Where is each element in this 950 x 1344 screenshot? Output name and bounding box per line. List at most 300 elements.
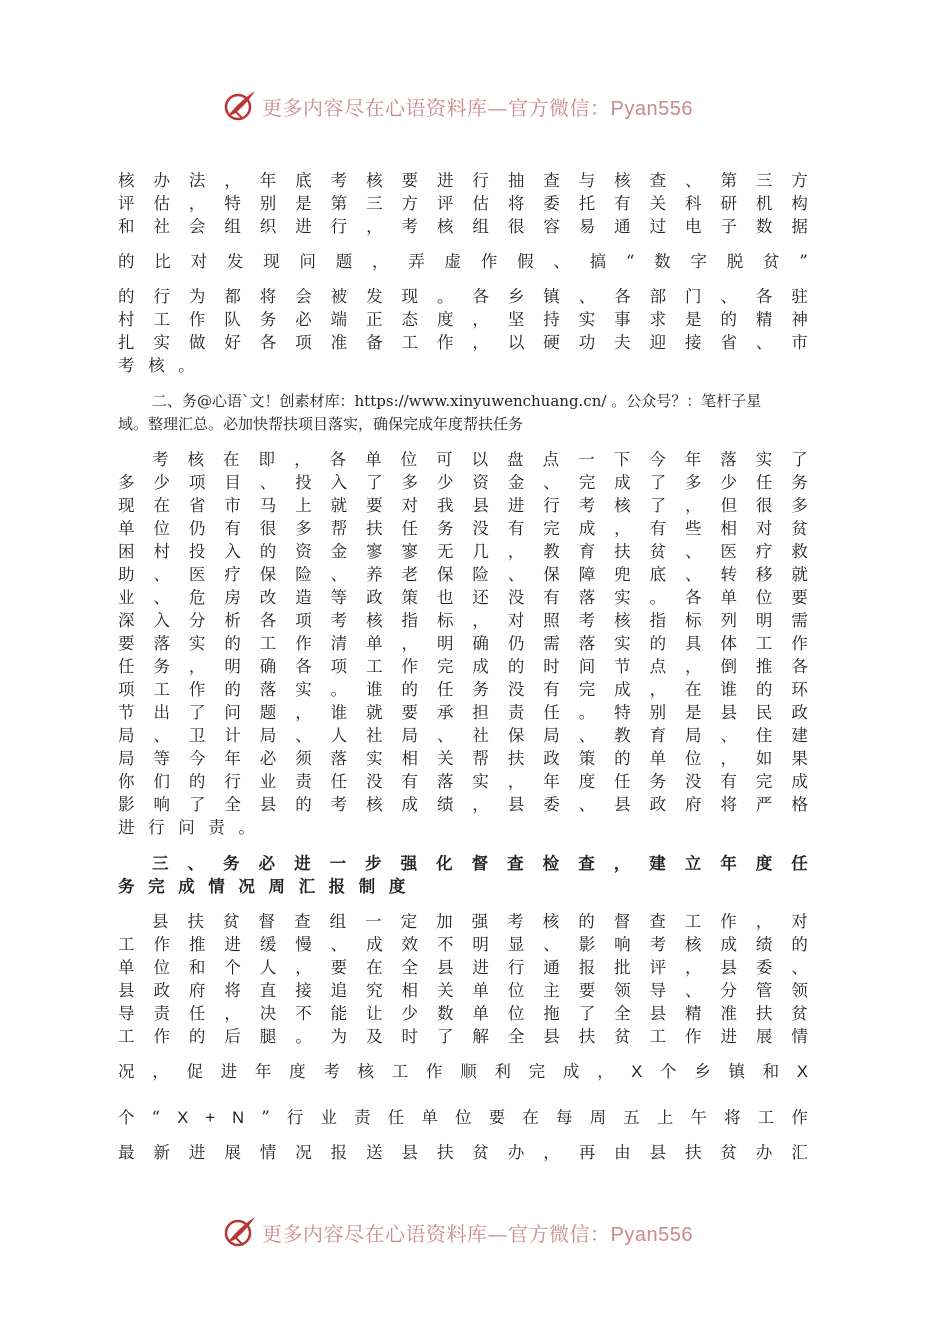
glyph: 疗	[224, 565, 241, 584]
glyph: 你	[118, 772, 135, 791]
glyph: 各	[472, 287, 489, 306]
glyph: 改	[259, 588, 277, 607]
glyph: 人	[259, 958, 277, 977]
glyph: 务	[223, 854, 240, 873]
glyph: 第	[720, 171, 737, 190]
glyph: 县	[543, 1027, 560, 1046]
glyph: 位	[153, 958, 170, 977]
glyph: 进	[118, 818, 135, 837]
glyph: 批	[614, 958, 631, 977]
glyph: 和	[188, 958, 206, 977]
justified-line	[118, 251, 808, 273]
glyph: 年	[259, 171, 277, 190]
glyph: 单	[365, 450, 382, 469]
glyph: 县	[720, 958, 737, 977]
glyph: 督	[613, 912, 631, 931]
glyph: 行	[330, 217, 348, 236]
glyph: 贫	[720, 1143, 737, 1162]
glyph: 进	[295, 217, 312, 236]
glyph: 响	[153, 795, 170, 814]
glyph: 、	[578, 726, 596, 745]
glyph: 进	[188, 1143, 206, 1162]
justified-line	[118, 472, 808, 494]
glyph: 、	[720, 726, 737, 745]
glyph: 没	[685, 772, 702, 791]
glyph: 了	[188, 795, 206, 814]
glyph: 村	[118, 310, 135, 329]
glyph: 年	[720, 854, 737, 873]
glyph: 们	[153, 772, 170, 791]
glyph: 年	[684, 450, 702, 469]
glyph: 建	[791, 726, 808, 745]
justified-line	[118, 610, 808, 632]
glyph: 少	[436, 473, 454, 492]
glyph: 个	[224, 958, 241, 977]
glyph: 务	[259, 310, 277, 329]
glyph: 贫	[614, 1027, 631, 1046]
glyph: 相	[401, 981, 418, 1000]
glyph: 有	[224, 519, 241, 538]
glyph: 建	[649, 854, 666, 873]
glyph: 关	[436, 981, 454, 1000]
glyph: 定	[400, 912, 418, 931]
glyph: 、	[153, 726, 170, 745]
glyph: 第	[330, 194, 348, 213]
glyph: 危	[188, 588, 206, 607]
glyph: 贫	[791, 1004, 808, 1023]
glyph: 出	[153, 703, 170, 722]
glyph: 育	[578, 542, 596, 561]
glyph: 马	[259, 496, 277, 515]
glyph: 对	[190, 252, 208, 271]
glyph: 展	[755, 1027, 773, 1046]
glyph: 准	[330, 333, 348, 352]
glyph: 落	[436, 772, 454, 791]
glyph: 是	[295, 194, 312, 213]
glyph: ，	[507, 542, 525, 561]
glyph: 等	[153, 749, 170, 768]
glyph: 全	[401, 958, 418, 977]
glyph: 上	[656, 1108, 674, 1127]
glyph: 了	[366, 473, 383, 492]
glyph: 被	[330, 287, 348, 306]
glyph: 扶	[685, 1143, 702, 1162]
glyph: 保	[543, 565, 560, 584]
justified-line	[118, 355, 808, 377]
glyph: 底	[649, 565, 667, 584]
glyph: 任	[791, 854, 808, 873]
glyph: 导	[118, 1004, 135, 1023]
justified-line	[118, 1003, 808, 1025]
glyph: 没	[366, 772, 383, 791]
glyph: 现	[401, 287, 418, 306]
glyph: 事	[614, 310, 631, 329]
glyph: 、	[187, 854, 205, 873]
glyph: 乡	[507, 287, 525, 306]
glyph: 影	[578, 935, 596, 954]
glyph: 位	[755, 588, 773, 607]
glyph: 市	[791, 333, 808, 352]
glyph: 关	[649, 194, 667, 213]
glyph: 确	[472, 634, 489, 653]
glyph: 委	[543, 795, 560, 814]
glyph: 和	[118, 217, 135, 236]
glyph: 报	[328, 877, 346, 896]
glyph: 、	[153, 565, 170, 584]
glyph: 深	[118, 611, 135, 630]
glyph: 谁	[720, 680, 737, 699]
glyph: 障	[578, 565, 596, 584]
glyph: 神	[791, 310, 808, 329]
glyph: 完	[578, 680, 596, 699]
glyph: 等	[330, 588, 348, 607]
glyph: ，	[294, 450, 311, 469]
glyph: 社	[153, 217, 170, 236]
glyph: 考	[578, 611, 596, 630]
glyph: 度	[436, 310, 454, 329]
glyph: 办	[755, 1143, 773, 1162]
glyph: ，	[614, 519, 631, 538]
glyph: 作	[153, 935, 170, 954]
glyph: ，	[224, 171, 241, 190]
glyph: 县	[614, 795, 631, 814]
glyph: 将	[724, 1108, 741, 1127]
glyph: 展	[224, 1143, 241, 1162]
glyph: 评	[436, 194, 454, 213]
glyph: 度	[755, 854, 773, 873]
glyph: 考	[649, 935, 667, 954]
glyph: 一	[365, 912, 382, 931]
glyph: ，	[295, 958, 312, 977]
glyph: 门	[685, 287, 702, 306]
glyph: 假	[517, 252, 534, 271]
glyph: 、	[685, 565, 702, 584]
glyph: 硬	[543, 333, 560, 352]
text-line: 域。整理汇总。必加快帮扶项目落实，确保完成年度帮扶任务	[118, 415, 524, 433]
glyph: 投	[295, 473, 312, 492]
glyph: 立	[684, 854, 702, 873]
glyph: 求	[649, 310, 667, 329]
glyph: 策	[401, 588, 418, 607]
glyph: 作	[436, 333, 454, 352]
glyph: 要	[791, 588, 808, 607]
glyph: 。	[649, 588, 667, 607]
glyph: 估	[153, 194, 170, 213]
glyph: 问	[224, 703, 241, 722]
justified-line	[118, 748, 808, 770]
glyph: 果	[791, 749, 808, 768]
glyph: 盘	[507, 450, 524, 469]
glyph: +	[205, 1109, 216, 1127]
glyph: 扶	[436, 1143, 454, 1162]
glyph: 将	[507, 194, 525, 213]
glyph: 要	[366, 496, 383, 515]
glyph: 估	[472, 194, 489, 213]
glyph: 各	[259, 611, 277, 630]
glyph: 完	[148, 877, 165, 896]
glyph: 务	[649, 772, 667, 791]
glyph: 领	[791, 981, 808, 1000]
glyph: 成	[614, 680, 631, 699]
glyph: 镇	[728, 1062, 745, 1081]
glyph: 制	[358, 877, 376, 896]
glyph: 照	[543, 611, 560, 630]
glyph: 今	[188, 749, 206, 768]
glyph: 少	[153, 473, 170, 492]
glyph: 计	[224, 726, 241, 745]
glyph: 有	[649, 519, 667, 538]
glyph: 现	[263, 252, 280, 271]
glyph: 谁	[330, 703, 348, 722]
glyph: 核	[685, 935, 702, 954]
glyph: 明	[224, 657, 241, 676]
glyph: 责	[153, 1004, 170, 1023]
glyph: 完	[436, 657, 454, 676]
glyph: 单	[118, 519, 135, 538]
text-line: 二、务@心语`文！创素材库：https://www.xinyuwenchuang.cn/ 。公众号？：笔杆子星	[152, 392, 762, 410]
glyph: 就	[366, 703, 383, 722]
glyph: 关	[436, 749, 454, 768]
glyph: 任	[188, 1004, 206, 1023]
glyph: 别	[649, 703, 667, 722]
glyph: 府	[685, 795, 702, 814]
justified-line	[152, 911, 808, 933]
glyph: 队	[224, 310, 241, 329]
glyph: 对	[755, 519, 773, 538]
glyph: 度	[388, 877, 406, 896]
glyph: 业	[118, 588, 135, 607]
glyph: 资	[472, 473, 489, 492]
glyph: 核	[118, 171, 135, 190]
glyph: 要	[118, 634, 135, 653]
glyph: 社	[472, 726, 489, 745]
glyph: 保	[259, 565, 277, 584]
glyph: 成	[720, 935, 737, 954]
glyph: 金	[507, 473, 525, 492]
glyph: 是	[685, 310, 702, 329]
glyph: 列	[720, 611, 737, 630]
glyph: ，	[401, 634, 418, 653]
glyph: 局	[685, 726, 702, 745]
glyph: 缓	[259, 935, 277, 954]
glyph: 县	[401, 1143, 418, 1162]
glyph: 县	[259, 795, 277, 814]
glyph: 责	[295, 772, 312, 791]
glyph: X	[631, 1063, 643, 1081]
justified-line	[118, 541, 808, 563]
justified-line	[152, 853, 808, 875]
glyph: 实	[614, 588, 631, 607]
glyph: X	[177, 1109, 189, 1127]
glyph: ，	[685, 958, 702, 977]
glyph: 时	[401, 1027, 418, 1046]
glyph: 底	[295, 171, 312, 190]
glyph: 各	[791, 657, 808, 676]
glyph: 强	[471, 912, 489, 931]
glyph: 工	[401, 333, 418, 352]
glyph: 住	[755, 726, 773, 745]
glyph: 字	[690, 252, 707, 271]
glyph: 入	[153, 611, 170, 630]
justified-line	[118, 934, 808, 956]
glyph: 为	[188, 287, 206, 306]
glyph: 在	[223, 450, 240, 469]
glyph: 没	[507, 680, 525, 699]
glyph: 省	[188, 496, 206, 515]
glyph: 疗	[755, 542, 773, 561]
glyph: 考	[401, 217, 418, 236]
glyph: 要	[578, 981, 596, 1000]
glyph: 就	[791, 565, 808, 584]
glyph: 托	[578, 194, 596, 213]
glyph: 县	[118, 981, 135, 1000]
glyph: 在	[522, 1108, 539, 1127]
justified-line	[118, 679, 808, 701]
glyph: 入	[224, 542, 241, 561]
glyph: 功	[578, 333, 596, 352]
glyph: 倒	[720, 657, 737, 676]
glyph: 县	[436, 958, 454, 977]
glyph: 要	[401, 703, 418, 722]
glyph: 局	[401, 726, 418, 745]
glyph: 追	[330, 981, 348, 1000]
glyph: 弄	[408, 252, 425, 271]
glyph: X	[796, 1063, 808, 1081]
glyph: 委	[755, 958, 773, 977]
glyph: 了	[578, 1004, 596, 1023]
glyph: 需	[543, 634, 560, 653]
glyph: 的	[649, 634, 667, 653]
glyph: 准	[720, 1004, 737, 1023]
glyph: 作	[188, 680, 206, 699]
glyph: 落	[330, 749, 348, 768]
glyph: 对	[507, 611, 525, 630]
glyph: 个	[660, 1062, 677, 1081]
glyph: 成	[562, 1062, 580, 1081]
glyph: 必	[259, 749, 277, 768]
glyph: 入	[330, 473, 348, 492]
glyph: 在	[153, 496, 170, 515]
glyph: 贫	[791, 519, 808, 538]
glyph: 成	[578, 519, 596, 538]
glyph: 织	[259, 217, 277, 236]
glyph: 考	[323, 1062, 340, 1081]
glyph: 很	[507, 217, 525, 236]
glyph: 每	[555, 1108, 573, 1127]
banner-text: 更多内容尽在心语资料库—官方微信：Pyan556	[262, 95, 693, 120]
glyph: 实	[472, 772, 489, 791]
glyph: 三	[755, 171, 773, 190]
glyph: 育	[649, 726, 667, 745]
glyph: 人	[330, 726, 348, 745]
glyph: 多	[685, 473, 702, 492]
glyph: ，	[543, 1143, 560, 1162]
glyph: ”	[799, 252, 808, 271]
glyph: 、	[791, 958, 808, 977]
glyph: 、	[685, 171, 702, 190]
glyph: 很	[755, 496, 773, 515]
glyph: 任	[436, 680, 454, 699]
justified-line	[118, 216, 808, 238]
glyph: 特	[614, 703, 631, 722]
glyph: 工	[755, 634, 773, 653]
glyph: 行	[153, 287, 170, 306]
glyph: 策	[578, 749, 596, 768]
glyph: ，	[188, 657, 206, 676]
glyph: 项	[118, 680, 135, 699]
glyph: 精	[755, 310, 773, 329]
glyph: 具	[685, 634, 702, 653]
glyph: 委	[543, 194, 560, 213]
glyph: ，	[472, 795, 489, 814]
glyph: 是	[685, 703, 702, 722]
glyph: 督	[471, 854, 489, 873]
glyph: 位	[400, 450, 418, 469]
glyph: 三	[152, 854, 169, 873]
glyph: 题	[259, 703, 277, 722]
justified-line	[118, 771, 808, 793]
glyph: 主	[543, 981, 560, 1000]
glyph: 成	[401, 795, 418, 814]
glyph: 相	[401, 749, 418, 768]
glyph: 报	[330, 1143, 348, 1162]
glyph: 容	[543, 217, 560, 236]
glyph: 节	[614, 657, 631, 676]
glyph: 有	[507, 519, 525, 538]
glyph: 核	[366, 611, 383, 630]
glyph: 作	[480, 252, 498, 271]
justified-line	[118, 1061, 808, 1083]
glyph: 须	[295, 749, 312, 768]
glyph: 通	[614, 217, 631, 236]
glyph: 的	[224, 680, 241, 699]
glyph: 老	[401, 565, 418, 584]
glyph: 分	[188, 611, 206, 630]
glyph: 析	[224, 611, 241, 630]
glyph: 任	[118, 657, 135, 676]
glyph: 环	[791, 680, 808, 699]
glyph: 教	[614, 726, 631, 745]
glyph: 的	[755, 680, 773, 699]
glyph: 、	[543, 935, 560, 954]
glyph: 帮	[472, 749, 489, 768]
glyph: 责	[507, 703, 525, 722]
footer-banner	[222, 1212, 742, 1252]
glyph: 时	[543, 657, 560, 676]
glyph: “	[625, 252, 635, 271]
glyph: 再	[578, 1143, 596, 1162]
glyph: 的	[614, 749, 631, 768]
glyph: 作	[685, 1027, 702, 1046]
glyph: 工	[757, 1108, 775, 1127]
glyph: 可	[436, 450, 453, 469]
glyph: 进	[294, 854, 311, 873]
glyph: 了	[649, 473, 667, 492]
glyph: 业	[259, 772, 277, 791]
glyph: 明	[436, 634, 454, 653]
glyph: 的	[578, 912, 595, 931]
glyph: 数	[755, 217, 773, 236]
glyph: 转	[720, 565, 737, 584]
glyph: 寥	[401, 542, 418, 561]
glyph: 有	[543, 680, 560, 699]
glyph: 易	[578, 217, 596, 236]
glyph: 有	[543, 588, 560, 607]
glyph: 究	[366, 981, 383, 1000]
glyph: 实	[614, 634, 631, 653]
glyph: 需	[791, 611, 808, 630]
glyph: 明	[755, 611, 773, 630]
